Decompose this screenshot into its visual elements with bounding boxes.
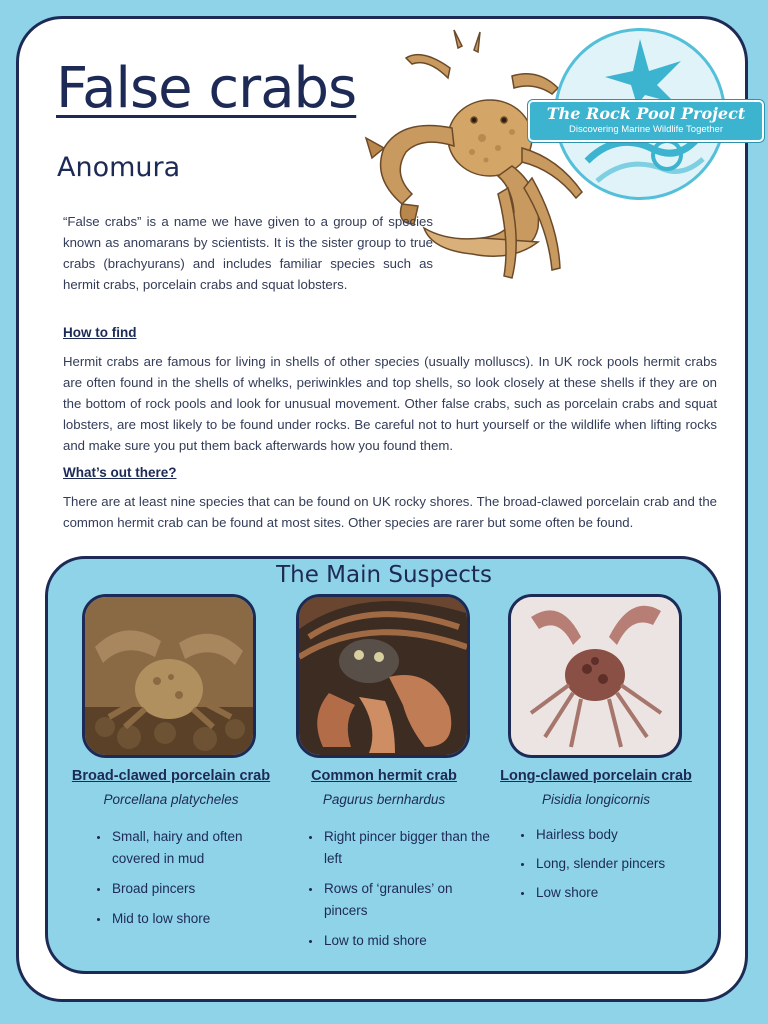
long-clawed-porcelain-crab-photo <box>508 594 682 758</box>
list-item: • Small, hairy and often covered in mud <box>110 826 290 870</box>
how-to-find-paragraph: Hermit crabs are famous for living in shells of other species (usually molluscs). In UK rock pools hermit crabs are often found in the shells of whelks, periwinkles and top shells, so look closely at these shells if they are on the bottom of rock pools and look for unusual movement. Other false crabs, such as porcelain crabs and squat lobsters, are most likely to be found under rocks. Be careful not to hurt yourself or the wildlife when lifting rocks and make sure you put them back afterwards how you found them. <box>63 354 717 453</box>
species-name-long-clawed: Long-clawed porcelain crab <box>500 768 692 784</box>
broad-clawed-porcelain-crab-photo <box>82 594 256 758</box>
list-item: • Hairless body <box>534 824 724 846</box>
main-suspects-title: The Main Suspects <box>276 562 492 588</box>
logo-tagline: Discovering Marine Wildlife Together <box>569 124 723 135</box>
whats-out-there-heading: What’s out there? <box>63 465 177 480</box>
species-name-hermit: Common hermit crab <box>311 768 457 784</box>
list-item: • Rows of ‘granules’ on pincers <box>322 878 492 922</box>
list-item: • Broad pincers <box>110 878 290 900</box>
list-item: • Long, slender pincers <box>534 853 724 875</box>
page-subtitle: Anomura <box>57 152 181 183</box>
list-item: • Right pincer bigger than the left <box>322 826 492 870</box>
whats-out-there-paragraph: There are at least nine species that can be found on UK rocky shores. The broad-clawed porcelain crab and the common hermit crab can be found at most sites. Other species are rarer but some often be found. <box>63 494 717 530</box>
species-latin-hermit: Pagurus bernhardus <box>322 792 446 807</box>
how-to-find-heading: How to find <box>63 325 137 340</box>
species-name-broad-clawed: Broad-clawed porcelain crab <box>71 768 271 784</box>
traits-list-long-clawed <box>512 824 724 912</box>
species-latin-broad-clawed: Porcellana platycheles <box>103 792 239 807</box>
list-item: • Low shore <box>534 882 724 904</box>
logo-banner <box>528 100 764 142</box>
intro-paragraph: “False crabs” is a name we have given to a group of species known as anomarans by scientists. It is the sister group to true crabs (brachyurans) and includes familiar species such as hermit crabs, porcelain crabs and squat lobsters. <box>63 214 433 292</box>
rock-pool-project-logo <box>528 26 768 206</box>
species-latin-long-clawed: Pisidia longicornis <box>541 792 651 807</box>
logo-title: The Rock Pool Project <box>546 104 746 123</box>
common-hermit-crab-photo <box>296 594 470 758</box>
traits-list-broad-clawed <box>88 826 290 938</box>
traits-list-hermit <box>300 826 492 960</box>
page-title: False crabs <box>56 56 357 121</box>
list-item: • Mid to low shore <box>110 908 290 930</box>
list-item: • Low to mid shore <box>322 930 492 952</box>
